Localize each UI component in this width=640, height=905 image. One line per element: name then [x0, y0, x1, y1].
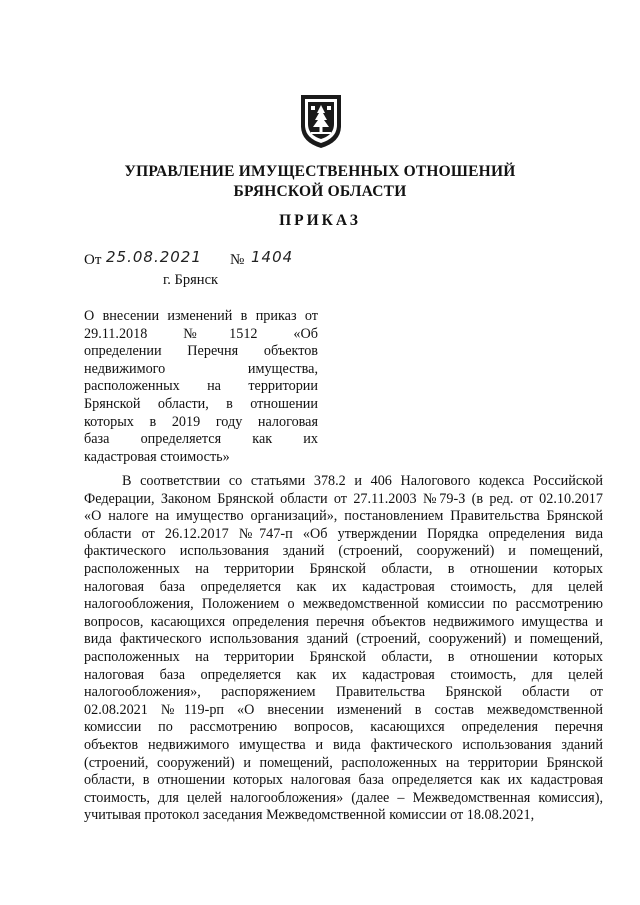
body-line: Федерации, Законом Брянской области от 27.11.2003 №79-З (в ред. от 02.10.2017: [84, 490, 603, 507]
org-name-line2: БРЯНСКОЙ ОБЛАСТИ: [233, 183, 407, 200]
body-line: фактического использования зданий (строений, сооружений) и помещений,: [84, 543, 603, 560]
subject-line: 29.11.2018 №1512 «Об: [84, 325, 318, 342]
body-line: (строений, сооружений) и помещений, расположенных на территории Брянской: [84, 754, 603, 771]
body-line: налоговая база определяется как их кадастровая стоимость, для целей: [84, 666, 603, 683]
body-line: стоимость, для целей налогообложения» (далее – Межведомственная комиссия),: [84, 789, 603, 806]
body-line: налоговая база определяется как их кадастровая стоимость, для целей: [84, 578, 603, 595]
body-line: расположенных на территории Брянской области, в отношении которых: [84, 560, 603, 577]
subject-line: О внесении изменений в приказ от: [84, 308, 318, 324]
org-name-line1: УПРАВЛЕНИЕ ИМУЩЕСТВЕННЫХ ОТНОШЕНИЙ: [124, 163, 516, 180]
body-line: «О налоге на имущество организаций», постановлением Правительства Брянской: [84, 508, 603, 525]
date-number-line: [84, 248, 324, 274]
body-line: учитывая протокол заседания Межведомственной комиссии от 18.08.2021,: [84, 807, 535, 824]
city: г. Брянск: [163, 272, 219, 288]
body-line: налогообложения», распоряжением Правительства Брянской области от: [84, 684, 603, 701]
body-line: В соответствии со статьями 378.2 и 406 Налогового кодекса Российской: [122, 473, 603, 489]
body-line: расположенных на территории Брянской области, в отношении которых: [84, 648, 603, 665]
body-line: области, в отношении которых налоговая база определяется как их кадастровая: [84, 772, 603, 789]
subject-line: база определяется как их: [84, 431, 318, 448]
body-line: комиссии по рассмотрению вопросов, касающихся определения перечня: [84, 719, 603, 736]
subject-line: кадастровая стоимость»: [84, 448, 230, 465]
number-value: 1404: [251, 248, 294, 266]
body-line: вида фактического использования зданий (строений, сооружений) и помещений,: [84, 631, 603, 648]
body-line: области от 26.12.2017 №747-п «Об утверждении Порядка определения вида: [84, 525, 603, 542]
subject-line: Брянской области, в отношении: [84, 395, 318, 412]
order-subject: [84, 308, 318, 466]
body-line: вопросов, касающихся определения перечня объектов недвижимого имущества и: [84, 613, 603, 630]
document-title: ПРИКАЗ: [279, 212, 361, 229]
coat-of-arms-icon: [298, 92, 344, 150]
number-label: №: [230, 252, 245, 268]
body-line: 02.08.2021 №119-рп «О внесении изменений в состав межведомственной: [84, 701, 603, 718]
date-value: 25.08.2021: [106, 248, 202, 266]
subject-line: расположенных на территории: [84, 378, 318, 395]
subject-line: недвижимого имущества,: [84, 360, 318, 377]
subject-line: определении Перечня объектов: [84, 343, 318, 360]
date-label: От: [84, 252, 102, 268]
subject-line: которых в 2019 году налоговая: [84, 413, 318, 430]
body-line: налогообложения, Положением о межведомственной комиссии по рассмотрению: [84, 596, 603, 613]
order-body: [84, 473, 603, 825]
body-line: объектов недвижимого имущества и вида фактического использования зданий: [84, 736, 603, 753]
